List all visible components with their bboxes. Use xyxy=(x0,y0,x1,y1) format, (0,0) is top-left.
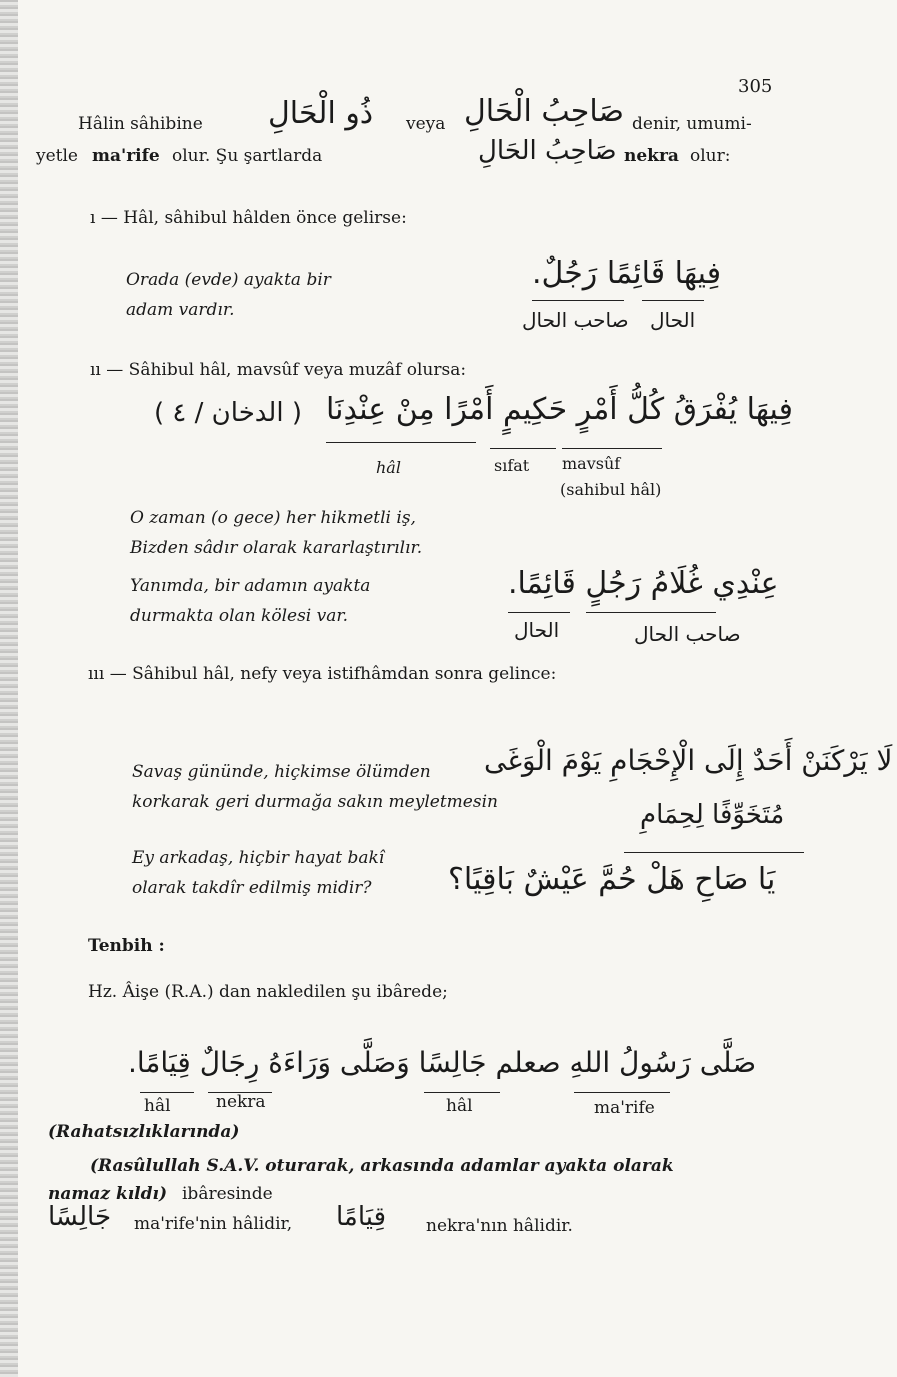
scan-edge xyxy=(0,0,18,1377)
tenbih-arabic: صَلَّى رَسُولُ اللهِ صعلم جَالِسًا وَصَلَّى وَرَاءَهُ رِجَالٌ قِيَامًا. xyxy=(128,1046,757,1079)
intro-marife: ma'rife xyxy=(92,146,160,166)
intro-text-1b: veya xyxy=(406,114,446,134)
intro-nekra: nekra xyxy=(624,146,679,166)
label-marife: ma'rife xyxy=(594,1098,655,1118)
final-arabic-2: قِيَامًا xyxy=(336,1202,387,1232)
intro-text-2e: olur: xyxy=(690,146,731,166)
label-nekra: nekra xyxy=(216,1092,266,1112)
section-1-label-hal: الحال xyxy=(650,308,696,332)
underline-hal-3 xyxy=(508,612,570,613)
section-2-translation-4: durmakta olan kölesi var. xyxy=(130,606,349,626)
tenbih-translation-1: (Rasûlullah S.A.V. oturarak, arkasında adamlar ayakta olarak xyxy=(90,1156,674,1176)
section-3-translation-2: korkarak geri durmağa sakın meyletmesin xyxy=(132,792,498,812)
intro-text-2c: olur. Şu şartlarda xyxy=(172,146,323,166)
section-2-label-hal: الحال xyxy=(514,618,560,642)
final-text-1: ma'rife'nin hâlidir, xyxy=(134,1214,293,1234)
intro-arabic-1: ذُو الْحَالِ xyxy=(268,96,374,131)
section-1-translation-2: adam vardır. xyxy=(126,300,235,320)
underline-hal-5 xyxy=(424,1092,500,1093)
underline-verse xyxy=(624,852,804,853)
label-hal: hâl xyxy=(376,458,401,477)
section-3-arabic-1: لَا يَرْكَنَنْ أَحَدٌ إِلَى الْإِحْجَامِ يَوْمَ الْوَغَى xyxy=(484,744,893,777)
intro-text-1c: denir, umumi- xyxy=(632,114,752,134)
section-2-translation-1: O zaman (o gece) her hikmetli iş, xyxy=(130,508,416,528)
intro-text-2a: yetle xyxy=(36,146,78,166)
tenbih-translation-2: namaz kıldı) xyxy=(48,1184,168,1204)
section-3-arabic-2: مُتَخَوِّفًا لِحِمَامِ xyxy=(640,800,785,830)
final-arabic-1: جَالِسًا xyxy=(48,1202,112,1232)
underline-hal-4 xyxy=(140,1092,194,1093)
tenbih-translation-0: (Rahatsızlıklarında) xyxy=(48,1122,240,1142)
section-1-arabic: فِيهَا قَائِمًا رَجُلٌ. xyxy=(532,256,722,291)
section-2-translation-3: Yanımda, bir adamın ayakta xyxy=(130,576,371,596)
section-2-reference: ( الدخان / ٤ ) xyxy=(154,398,302,428)
section-3-arabic-3: يَا صَاحِ هَلْ حُمَّ عَيْشٌ بَاقِيًا؟ xyxy=(448,862,776,897)
intro-arabic-3: صَاحِبُ الحَالِ xyxy=(478,136,617,166)
intro-text-1a: Hâlin sâhibine xyxy=(78,114,203,134)
section-2-arabic-2: عِنْدِي غُلَامُ رَجُلٍ قَائِمًا. xyxy=(508,566,779,601)
label-sahibul-hal: (sahibul hâl) xyxy=(560,480,662,499)
section-2-heading: ıı — Sâhibul hâl, mavsûf veya muzâf olursa: xyxy=(90,360,467,380)
section-1-heading: ı — Hâl, sâhibul hâlden önce gelirse: xyxy=(90,208,407,228)
section-1-translation-1: Orada (evde) ayakta bir xyxy=(126,270,331,290)
page-number: 305 xyxy=(738,76,773,97)
tenbih-ibaresinde: ibâresinde xyxy=(182,1184,273,1204)
section-2-label-sahibul: صاحب الحال xyxy=(634,622,741,646)
section-1-label-sahibul: صاحب الحال xyxy=(522,308,629,332)
section-3-translation-3: Ey arkadaş, hiçbir hayat bakî xyxy=(132,848,385,868)
underline-hal xyxy=(642,300,704,301)
section-3-heading: ııı — Sâhibul hâl, nefy veya istifhâmdan sonra gelince: xyxy=(88,664,557,684)
label-hal-5: hâl xyxy=(446,1096,473,1116)
label-mavsuf: mavsûf xyxy=(562,454,621,473)
tenbih-line: Hz. Âişe (R.A.) dan nakledilen şu ibârede; xyxy=(88,982,448,1002)
section-2-translation-2: Bizden sâdır olarak kararlaştırılır. xyxy=(130,538,423,558)
underline-sahibul-hal-2 xyxy=(586,612,716,613)
underline-hal-2 xyxy=(326,442,476,443)
label-sifat: sıfat xyxy=(494,456,530,475)
underline-sifat xyxy=(490,448,556,449)
label-hal-4: hâl xyxy=(144,1096,171,1116)
tenbih-title: Tenbih : xyxy=(88,936,165,956)
section-2-arabic: فِيهَا يُفْرَقُ كُلُّ أَمْرٍ حَكِيمٍ أَمْرًا مِنْ عِنْدِنَا xyxy=(326,392,793,427)
underline-mavsuf xyxy=(562,448,662,449)
underline-marife xyxy=(574,1092,670,1093)
section-3-translation-1: Savaş gününde, hiçkimse ölümden xyxy=(132,762,431,782)
final-text-2: nekra'nın hâlidir. xyxy=(426,1216,573,1236)
intro-arabic-2: صَاحِبُ الْحَالِ xyxy=(464,94,624,129)
section-3-translation-4: olarak takdîr edilmiş midir? xyxy=(132,878,372,898)
underline-sahibul-hal xyxy=(532,300,624,301)
